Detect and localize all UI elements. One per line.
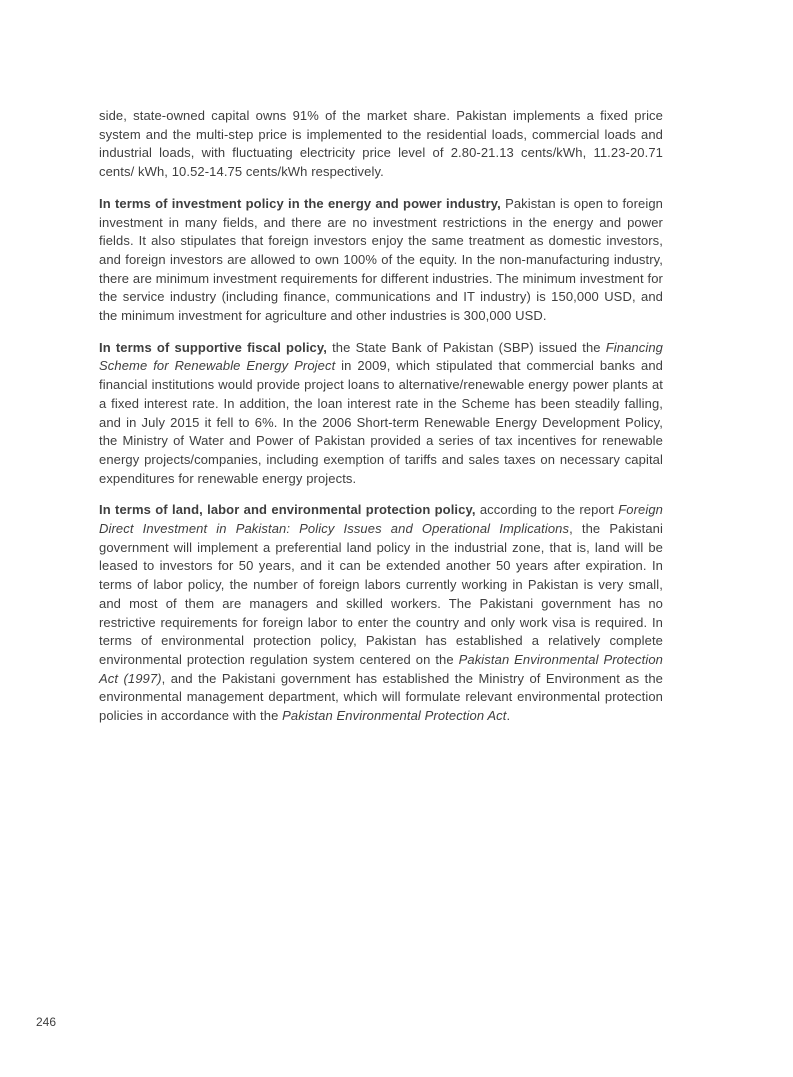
document-title-italic: Financing Scheme for Renewable Energy Project xyxy=(99,339,664,374)
document-title-italic: Pakistan Environmental Protection Act xyxy=(282,708,507,724)
paragraph-text: . xyxy=(506,708,511,724)
paragraph-fiscal-policy xyxy=(99,339,663,489)
body-text xyxy=(99,107,663,726)
paragraph-text: according to the report xyxy=(479,502,619,518)
paragraph-lead-bold: In terms of investment policy in the energy and power industry, xyxy=(99,195,506,211)
document-title-italic: Pakistan Environmental Protection Act (1997) xyxy=(99,651,663,686)
page-number: 246 xyxy=(36,1015,57,1029)
paragraph-land-labor-environment-policy xyxy=(99,501,663,725)
paragraph-pricing xyxy=(99,107,663,182)
paragraph-text: side, state-owned capital owns 91% of the market share. Pakistan implements a fixed price system and the multi-step price is implemented to the residential loads, commercial loads and industrial loads, with fluctuating electricity price level of 2.80-21.13 cents/kWh, 11.23-20.71 cents/ kWh, 10.52-14.75 cents/kWh respectively. xyxy=(99,108,663,180)
document-title-italic: Foreign Direct Investment in Pakistan: Policy Issues and Operational Implications xyxy=(99,502,664,537)
paragraph-text: the State Bank of Pakistan (SBP) issued the xyxy=(332,339,606,355)
paragraph-text: , and the Pakistani government has established the Ministry of Environment as the environmental management department, which will formulate relevant environmental protection policies in accordance with the xyxy=(99,670,663,724)
paragraph-text: in 2009, which stipulated that commercial banks and financial institutions would provide project loans to alternative/renewable energy power plants at a fixed interest rate. In addition, the loan interest rate in the Scheme has been steadily falling, and in July 2015 it fell to 6%. In the 2006 Short-term Renewable Energy Development Policy, the Ministry of Water and Power of Pakistan provided a series of tax incentives for renewable energy projects/companies, including exemption of tariffs and sales taxes on necessary capital expenditures for renewable energy projects. xyxy=(99,358,663,486)
paragraph-investment-policy xyxy=(99,195,663,326)
paragraph-text: , the Pakistani government will implement a preferential land policy in the industrial zone, that is, land will be leased to investors for 50 years, and it can be extended another 50 years after expiration. In terms of labor policy, the number of foreign labors currently working in Pakistan is very small, and most of them are managers and skilled workers. The Pakistani government has no restrictive requirements for foreign labor to enter the country and only work visa is required. In terms of environmental protection policy, Pakistan has established a relatively complete environmental protection regulation system centered on the xyxy=(99,521,663,667)
paragraph-lead-bold: In terms of supportive fiscal policy, xyxy=(99,339,333,355)
paragraph-lead-bold: In terms of land, labor and environmental protection policy, xyxy=(99,502,480,518)
paragraph-text: Pakistan is open to foreign investment in many fields, and there are no investment restrictions in the energy and power fields. It also stipulates that foreign investors enjoy the same treatment as domestic investors, and foreign investors are allowed to own 100% of the equity. In the non-manufacturing industry, there are minimum investment requirements for different industries. The minimum investment for the service industry (including finance, communications and IT industry) is 150,000 USD, and the minimum investment for agriculture and other industries is 300,000 USD. xyxy=(99,195,663,324)
